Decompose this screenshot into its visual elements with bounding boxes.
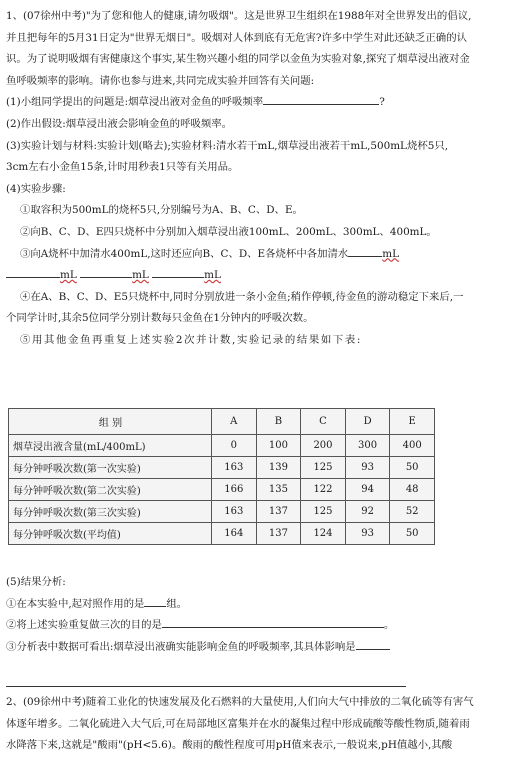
table-row — [9, 523, 435, 545]
part-1-end: ? — [379, 96, 385, 109]
table-header-row — [9, 409, 435, 435]
table-cell: 300 — [345, 435, 390, 457]
table-cell: 烟草浸出液含量(mL/400mL) — [9, 435, 212, 457]
part-1-text: (1)小组同学提出的问题是:烟草浸出液对金鱼的呼吸频率 — [6, 96, 264, 109]
table-cell: 0 — [212, 435, 257, 457]
table-cell: 137 — [256, 523, 301, 545]
step-3 — [6, 244, 522, 266]
table-cell: 125 — [301, 457, 346, 479]
q1-intro-line-4: 鱼呼吸频率的影响。请你也参与进来,共同完成实验并回答有关问题: — [6, 74, 315, 87]
table-cell: 400 — [390, 435, 435, 457]
table-cell: 50 — [390, 457, 435, 479]
q1-intro-line-3: 识。为了说明吸烟有害健康这个事实,某生物兴趣小组的同学以金鱼为实验对象,探究了烟草浸出液对金 — [6, 53, 470, 66]
table-cell: 每分钟呼吸次数(第三次实验) — [9, 501, 212, 523]
table-cell: 163 — [212, 501, 257, 523]
answer-blank-d[interactable] — [80, 265, 132, 278]
table-cell: 48 — [390, 479, 435, 501]
table-header-cell: D — [345, 409, 390, 435]
analysis-3-text: ③分析表中数据可看出:烟草浸出液确实能影响金鱼的呼吸频率,其具体影响是 — [6, 640, 356, 653]
answer-blank-purpose[interactable] — [162, 615, 384, 628]
analysis-2-text: ②将上述实验重复做三次的目的是 — [6, 619, 162, 632]
table-cell: 163 — [212, 457, 257, 479]
results-table — [8, 408, 435, 545]
table-cell: 93 — [345, 457, 390, 479]
answer-blank-c[interactable] — [6, 265, 60, 278]
unit-ml-d: mL — [132, 269, 149, 282]
answer-blank-effect[interactable] — [356, 637, 390, 650]
table-cell: 125 — [301, 501, 346, 523]
step-3-text: ③向A烧杯中加清水400mL,这时还应向B、C、D、E各烧杯中各加清水 — [20, 247, 349, 260]
table-row — [9, 435, 435, 457]
table-row — [9, 479, 435, 501]
table-cell: 124 — [301, 523, 346, 545]
question-part-1 — [6, 92, 522, 114]
table-cell: 93 — [345, 523, 390, 545]
step-1: ①取容积为500mL的烧杯5只,分别编号为A、B、C、D、E。 — [20, 204, 303, 217]
question-page — [6, 6, 522, 352]
table-header-cell: 组 别 — [9, 409, 212, 435]
table-row — [9, 501, 435, 523]
step-2: ②向B、C、D、E四只烧杯中分别加入烟草浸出液100mL、200mL、300mL、400mL。 — [20, 225, 437, 238]
q2-line-3: 水降落下来,这就是"酸雨"(pH<5.6)。酸雨的酸性程度可用pH值来表示,一般说来,pH值越小,其酸 — [6, 739, 453, 752]
table-cell: 122 — [301, 479, 346, 501]
q1-intro-line-2: 并且把每年的5月31日定为"世界无烟日"。吸烟对人体到底有无危害?许多中学生对此还缺乏正确的认 — [6, 31, 467, 44]
answer-blank-1[interactable] — [263, 92, 379, 105]
unit-ml-e: mL — [204, 269, 221, 282]
step-5: ⑤用其他金鱼再重复上述实验2次并计数,实验记录的结果如下表: — [20, 333, 362, 346]
analysis-1-text: ①在本实验中,起对照作用的是 — [6, 597, 145, 610]
step-3-continued — [6, 265, 522, 287]
analysis-3 — [6, 637, 522, 659]
table-cell: 100 — [256, 435, 301, 457]
unit-ml-b: mL — [382, 247, 400, 260]
analysis-2-end: 。 — [383, 619, 395, 632]
analysis-1-end: 组。 — [166, 597, 188, 610]
table-cell: 52 — [390, 501, 435, 523]
q1-intro-line-1: 1、(07徐州中考)"为了您和他人的健康,请勿吸烟"。这是世界卫生组织在1988年对全世界发出的倡议, — [6, 10, 472, 22]
answer-blank-control[interactable] — [144, 594, 166, 607]
table-cell: 92 — [345, 501, 390, 523]
table-cell: 135 — [256, 479, 301, 501]
table-cell: 137 — [256, 501, 301, 523]
analysis-section — [6, 572, 522, 658]
table-cell: 164 — [212, 523, 257, 545]
analysis-1 — [6, 594, 522, 616]
table-row — [9, 457, 435, 479]
table-cell: 50 — [390, 523, 435, 545]
q2-line-2: 体逐年增多。二氧化硫进入大气后,可在局部地区富集并在水的凝集过程中形成硫酸等酸性物质,随着雨 — [6, 717, 470, 730]
table-cell: 166 — [212, 479, 257, 501]
answer-line[interactable] — [6, 686, 406, 687]
unit-ml-c: mL — [60, 269, 77, 282]
q2-line-1: 2、(09徐州中考)随着工业化的快速发展及化石燃料的大量使用,人们向大气中排放的二氧化硫等有害气 — [6, 696, 474, 708]
question-part-3a: (3)实验计划与材料:实验计划(略去);实验材料:清水若干mL,烟草浸出液若干mL,500mL烧杯5只, — [6, 139, 449, 152]
question-part-5: (5)结果分析: — [6, 576, 66, 588]
step-4a: ④在A、B、C、D、E5只烧杯中,同时分别放进一条小金鱼;稍作停顿,待金鱼的游动稳定下来后,一 — [20, 290, 464, 303]
table-cell: 94 — [345, 479, 390, 501]
question-part-4: (4)实验步骤: — [6, 182, 66, 195]
table-header-cell: B — [256, 409, 301, 435]
table-cell: 139 — [256, 457, 301, 479]
answer-blank-e[interactable] — [152, 265, 204, 278]
table-header-cell: E — [390, 409, 435, 435]
analysis-2 — [6, 615, 522, 637]
table-cell: 每分钟呼吸次数(第一次实验) — [9, 457, 212, 479]
table-header-cell: A — [212, 409, 257, 435]
step-4b: 个同学计时,其余5位同学分别计数每只金鱼在1分钟内的呼吸次数。 — [6, 312, 314, 325]
answer-blank-b[interactable] — [348, 244, 382, 257]
table-cell: 每分钟呼吸次数(平均值) — [9, 523, 212, 545]
question-part-2: (2)作出假设:烟草浸出液会影响金鱼的呼吸频率。 — [6, 117, 233, 130]
table-header-cell: C — [301, 409, 346, 435]
table-cell: 每分钟呼吸次数(第二次实验) — [9, 479, 212, 501]
table-cell: 200 — [301, 435, 346, 457]
question-2 — [6, 692, 522, 757]
question-part-3b: 3cm左右小金鱼15条,计时用秒表1只等有关用品。 — [6, 161, 239, 174]
